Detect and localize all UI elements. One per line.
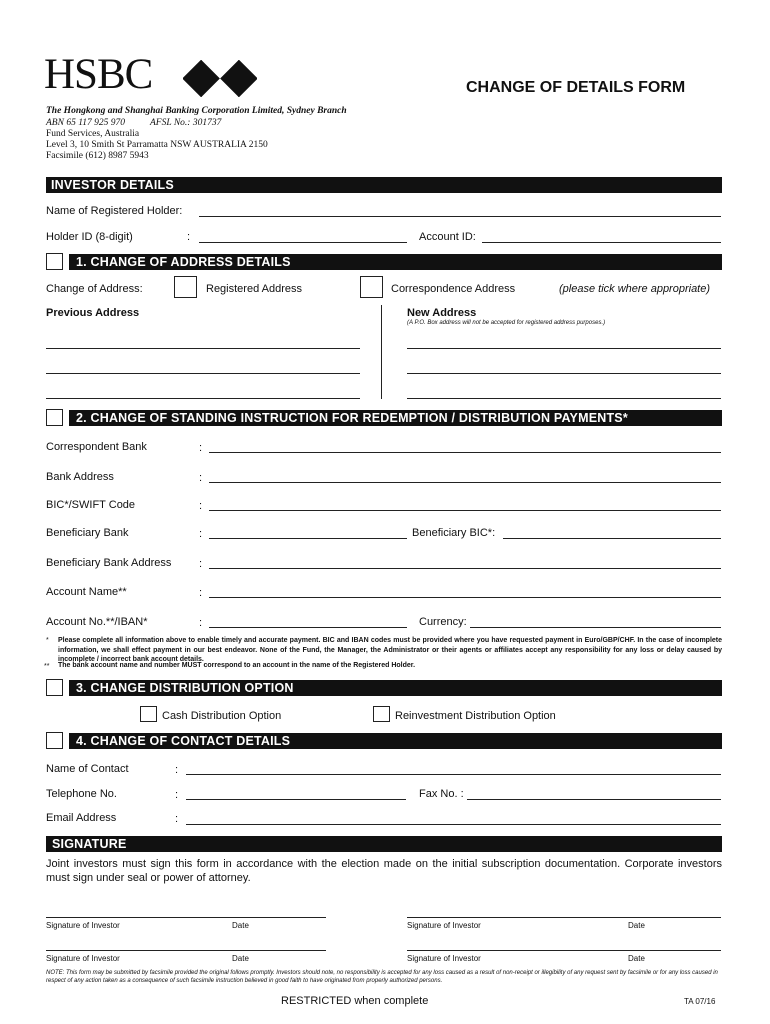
email-field[interactable] [186, 824, 721, 825]
bank-address-colon: : [199, 472, 203, 484]
contact-section-title: 4. CHANGE OF CONTACT DETAILS [76, 734, 291, 748]
investor-details-title: INVESTOR DETAILS [51, 178, 174, 192]
beneficiary-bank-colon: : [199, 528, 203, 540]
account-id-field[interactable] [482, 242, 721, 243]
footnote-1-mark: * [46, 637, 49, 644]
fax-note: NOTE: This form may be submitted by facsimile provided the original follows promptly. Investors should note, no responsibility is accepted for any loss caused as a result of non-receipt or illegibility of any request sent by facsimile or for any loss caused in respect of any action taken as a consequence of such facsimile instruction believed in good faith to have originated from properly authorized persons. [46, 970, 718, 984]
date-label-3: Date [232, 954, 249, 963]
contact-section-header [69, 733, 722, 749]
currency-label: Currency: [419, 616, 467, 628]
postal-address: Level 3, 10 Smith St Parramatta NSW AUSTRALIA 2150 [46, 140, 268, 150]
previous-address-line-3[interactable] [46, 398, 360, 399]
bank-address-label: Bank Address [46, 471, 114, 483]
currency-field[interactable] [470, 627, 721, 628]
signature-title: SIGNATURE [52, 837, 127, 851]
form-title: CHANGE OF DETAILS FORM [466, 79, 686, 96]
account-name-label: Account Name** [46, 586, 127, 598]
contact-name-colon: : [175, 764, 179, 776]
correspondence-address-checkbox[interactable] [360, 276, 383, 298]
correspondent-bank-colon: : [199, 442, 203, 454]
hsbc-logo-text: HSBC [44, 51, 153, 98]
signature-label-1: Signature of Investor [46, 921, 120, 930]
beneficiary-bank-address-label: Beneficiary Bank Address [46, 557, 172, 569]
beneficiary-bank-address-field[interactable] [209, 568, 721, 569]
investor-details-header [46, 177, 722, 193]
telephone-field[interactable] [186, 799, 406, 800]
account-no-colon: : [199, 617, 203, 629]
standing-instruction-title: 2. CHANGE OF STANDING INSTRUCTION FOR REDEMPTION / DISTRIBUTION PAYMENTS* [76, 411, 628, 425]
po-box-note: (A P.O. Box address will not be accepted for registered address purposes.) [407, 320, 606, 326]
account-no-label: Account No.**/IBAN* [46, 616, 148, 628]
new-address-line-3[interactable] [407, 398, 721, 399]
address-divider [381, 305, 382, 399]
standing-instruction-checkbox[interactable] [46, 409, 63, 426]
beneficiary-bank-label: Beneficiary Bank [46, 527, 129, 539]
signature-instructions: Joint investors must sign this form in accordance with the election made on the initial subscription documentation. Corporate investors must sign under seal or power of attorney. [46, 858, 722, 884]
registered-holder-label: Name of Registered Holder: [46, 205, 183, 217]
beneficiary-bic-field[interactable] [503, 538, 721, 539]
afsl: AFSL No.: 301737 [150, 118, 222, 128]
signature-label-3: Signature of Investor [46, 954, 120, 963]
address-section-checkbox[interactable] [46, 253, 63, 270]
correspondent-bank-field[interactable] [209, 452, 721, 453]
new-address-line-1[interactable] [407, 348, 721, 349]
registered-address-label: Registered Address [206, 283, 302, 295]
signature-line-3[interactable] [46, 950, 326, 951]
contact-name-field[interactable] [186, 774, 721, 775]
account-no-field[interactable] [209, 627, 407, 628]
reinvestment-checkbox[interactable] [373, 706, 390, 722]
beneficiary-bank-address-colon: : [199, 558, 203, 570]
entity-name: The Hongkong and Shanghai Banking Corporation Limited, Sydney Branch [46, 106, 347, 116]
fax-label: Fax No. : [419, 788, 464, 800]
contact-name-label: Name of Contact [46, 763, 129, 775]
fax-field[interactable] [467, 799, 721, 800]
bic-swift-colon: : [199, 500, 203, 512]
distribution-section-checkbox[interactable] [46, 679, 63, 696]
account-id-label: Account ID: [419, 231, 476, 243]
signature-line-2[interactable] [407, 917, 721, 918]
email-label: Email Address [46, 812, 117, 824]
date-label-2: Date [628, 921, 645, 930]
form-code: TA 07/16 [684, 997, 716, 1006]
holder-id-colon: : [187, 231, 191, 243]
new-address-line-2[interactable] [407, 373, 721, 374]
correspondence-address-label: Correspondence Address [391, 283, 516, 295]
signature-label-4: Signature of Investor [407, 954, 481, 963]
telephone-label: Telephone No. [46, 788, 117, 800]
footnote-2-mark: ** [44, 663, 50, 670]
correspondent-bank-label: Correspondent Bank [46, 441, 147, 453]
cash-distribution-label: Cash Distribution Option [162, 710, 282, 722]
holder-id-label: Holder ID (8-digit) [46, 231, 133, 243]
footnote-1: Please complete all information above to enable timely and accurate payment. BIC and IBAN codes must be provided where you have requested payment in Euro/GBP/CHF. In the case of incomplete information, we shall effect payment in our best endeavor. None of the Fund, the Manager, the Administrator or their agents or affiliates accept any responsibility for any loss or delay caused by incomplete / incorrect bank account details. [58, 637, 722, 663]
previous-address-label: Previous Address [46, 307, 140, 319]
reinvestment-label: Reinvestment Distribution Option [395, 710, 556, 722]
dept: Fund Services, Australia [46, 129, 140, 139]
abn: ABN 65 117 925 970 [46, 118, 125, 128]
beneficiary-bic-label: Beneficiary BIC*: [412, 527, 496, 539]
facsimile: Facsimile (612) 8987 5943 [46, 151, 149, 161]
hsbc-hexagon-logo-icon [183, 60, 257, 97]
bank-address-field[interactable] [209, 482, 721, 483]
standing-instruction-header [69, 410, 722, 426]
registered-address-checkbox[interactable] [174, 276, 197, 298]
contact-section-checkbox[interactable] [46, 732, 63, 749]
registered-holder-field[interactable] [199, 216, 721, 217]
bic-swift-field[interactable] [209, 510, 721, 511]
distribution-section-title: 3. CHANGE DISTRIBUTION OPTION [76, 681, 294, 695]
beneficiary-bank-field[interactable] [209, 538, 407, 539]
signature-line-1[interactable] [46, 917, 326, 918]
previous-address-line-2[interactable] [46, 373, 360, 374]
account-name-colon: : [199, 587, 203, 599]
address-section-title: 1. CHANGE OF ADDRESS DETAILS [76, 255, 291, 269]
date-label-1: Date [232, 921, 249, 930]
signature-header [46, 836, 722, 852]
telephone-colon: : [175, 789, 179, 801]
holder-id-field[interactable] [199, 242, 407, 243]
previous-address-line-1[interactable] [46, 348, 360, 349]
bic-swift-label: BIC*/SWIFT Code [46, 499, 136, 511]
cash-distribution-checkbox[interactable] [140, 706, 157, 722]
restricted-label: RESTRICTED when complete [281, 995, 429, 1007]
signature-label-2: Signature of Investor [407, 921, 481, 930]
new-address-label: New Address [407, 307, 477, 319]
footnote-2: The bank account name and number MUST correspond to an account in the name of the Registered Holder. [58, 662, 416, 669]
tick-note: (please tick where appropriate) [559, 283, 711, 295]
signature-line-4[interactable] [407, 950, 721, 951]
email-colon: : [175, 813, 179, 825]
date-label-4: Date [628, 954, 645, 963]
address-section-header [69, 254, 722, 270]
distribution-section-header [69, 680, 722, 696]
account-name-field[interactable] [209, 597, 721, 598]
change-of-address-label: Change of Address: [46, 283, 143, 295]
